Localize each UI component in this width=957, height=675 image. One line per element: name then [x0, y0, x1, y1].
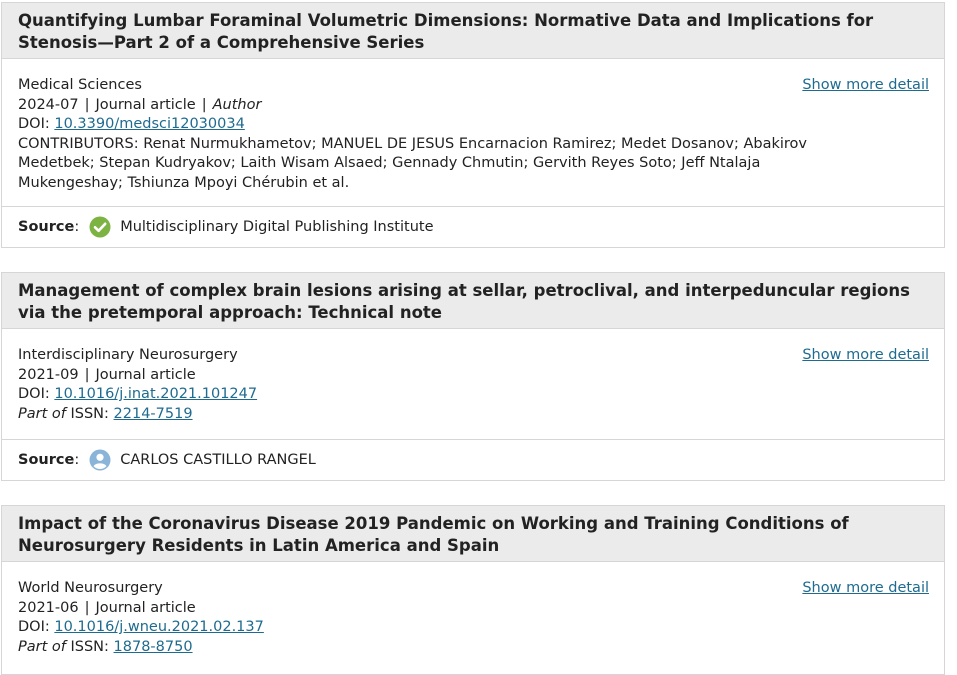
work-date: 2021-06 — [18, 599, 79, 616]
work-type: Journal article — [95, 599, 196, 616]
doi-label: DOI: — [18, 386, 50, 402]
user-avatar-icon — [89, 449, 111, 471]
issn-label: ISSN: — [70, 405, 109, 422]
work-date: 2024-07 — [18, 96, 79, 113]
doi-link[interactable]: 10.3390/medsci12030034 — [54, 116, 245, 132]
issn-link[interactable]: 1878-8750 — [113, 638, 193, 655]
work-title: Quantifying Lumbar Foraminal Volumetric Dimensions: Normative Data and Implications for Stenosis—Part 2 of a Comprehensive Series — [18, 11, 874, 52]
doi-link[interactable]: 10.1016/j.wneu.2021.02.137 — [54, 619, 264, 635]
work-card-body — [2, 329, 944, 424]
doi-label: DOI: — [18, 619, 50, 635]
work-meta: 2021-06 | Journal article — [18, 599, 196, 616]
work-doi-line — [18, 115, 928, 135]
source-label: Source — [18, 219, 75, 235]
work-issn-line — [18, 638, 928, 658]
work-card-body — [2, 59, 944, 193]
show-more-detail-link[interactable]: Show more detail — [802, 77, 929, 93]
work-date: 2021-09 — [18, 366, 79, 383]
work-source: Source : Multidisciplinary Digital Publishing Institute — [2, 206, 944, 247]
issn-label: ISSN: — [70, 638, 109, 655]
work-journal: World Neurosurgery — [18, 580, 163, 596]
work-card — [1, 2, 945, 248]
work-type: Journal article — [95, 366, 196, 383]
work-meta: 2024-07 | Journal article | Author — [18, 96, 262, 113]
work-title: Management of complex brain lesions arising at sellar, petroclival, and interpeduncular regions via the pretemporal approach: Technical note — [18, 281, 910, 322]
work-card-header — [2, 273, 944, 329]
work-doi-line — [18, 618, 928, 638]
work-type: Journal article — [95, 96, 196, 113]
source-label: Source — [18, 452, 75, 468]
source-name: CARLOS CASTILLO RANGEL — [120, 452, 316, 468]
source-name: Multidisciplinary Digital Publishing Institute — [120, 219, 434, 235]
work-journal: Interdisciplinary Neurosurgery — [18, 347, 238, 363]
issn-link[interactable]: 2214-7519 — [113, 405, 193, 422]
work-title: Impact of the Coronavirus Disease 2019 Pandemic on Working and Training Conditions of Neurosurgery Residents in Latin America and Spain — [18, 514, 849, 555]
work-card-body — [2, 562, 944, 657]
show-more-detail-link[interactable]: Show more detail — [802, 347, 929, 363]
work-card-header — [2, 506, 944, 562]
work-card — [1, 505, 945, 675]
work-meta: 2021-09 | Journal article — [18, 366, 196, 383]
doi-link[interactable]: 10.1016/j.inat.2021.101247 — [54, 386, 258, 402]
work-journal: Medical Sciences — [18, 77, 142, 93]
part-of-label: Part of — [18, 405, 66, 422]
show-more-detail-link[interactable]: Show more detail — [802, 580, 929, 596]
work-card-header — [2, 3, 944, 59]
work-doi-line — [18, 385, 928, 405]
work-card — [1, 272, 945, 481]
work-role: Author — [212, 96, 262, 113]
part-of-label: Part of — [18, 638, 66, 655]
doi-label: DOI: — [18, 116, 50, 132]
work-contributors: CONTRIBUTORS: Renat Nurmukhametov; MANUEL DE JESUS Encarnacion Ramirez; Medet Dosanov; Abakirov Medetbek; Stepan Kudryakov; Laith Wisam Alsaed; Gennady Chmutin; Gervith Reyes Soto; Jeff Ntalaja Mukengeshay; Tshiunza Mpoyi Chérubin et al. — [18, 135, 807, 191]
work-issn-line — [18, 405, 928, 425]
verified-check-icon — [89, 216, 111, 238]
work-source: Source : CARLOS CASTILLO RANGEL — [2, 439, 944, 480]
